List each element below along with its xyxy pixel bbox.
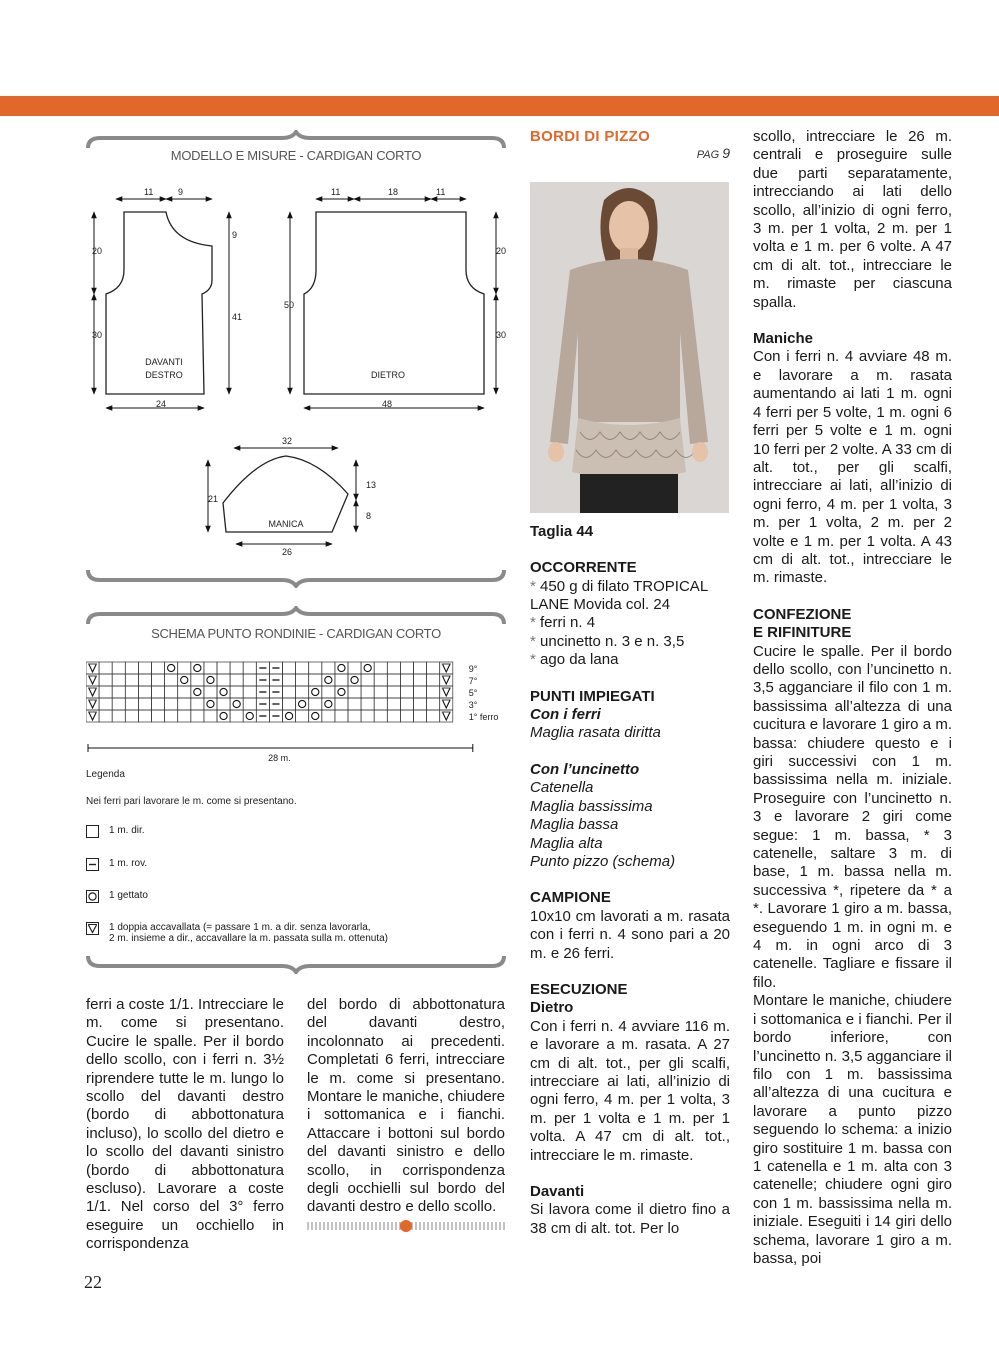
chart-cell (125, 674, 138, 686)
sleeve-bottom-measure: 26 (282, 547, 293, 557)
double-decrease-mark (443, 701, 450, 709)
chart-cell (361, 674, 374, 686)
front-title: Davanti (530, 1183, 585, 1200)
materials-list (530, 578, 730, 670)
page-ref-number: 9 (722, 145, 730, 162)
chart-cell (427, 698, 440, 710)
chart-cell (125, 662, 138, 674)
chart-cell (125, 698, 138, 710)
chart-cell (99, 686, 112, 698)
chart-cell (138, 674, 151, 686)
materials-title: OCCORRENTE (530, 559, 637, 577)
chart-cell (309, 698, 322, 710)
legend-item-purl (86, 858, 147, 871)
chart-cell (99, 662, 112, 674)
material-item: * uncinetto n. 3 e n. 3,5 (530, 632, 685, 650)
legend-text-dd-line1: 1 doppia accavallata (= passare 1 m. a dir. senza lavorarla, (109, 922, 371, 933)
double-decrease-mark (443, 713, 450, 721)
legend-item-yarnover (86, 890, 148, 903)
yarnover-mark (233, 700, 240, 707)
chart-cell (427, 662, 440, 674)
chart-row-label: 5° (468, 688, 478, 698)
chart-cell (112, 698, 125, 710)
chart-cell (217, 662, 230, 674)
chart-cell (217, 674, 230, 686)
model-photo (530, 182, 729, 513)
page-number: 22 (84, 1272, 102, 1292)
article-title: BORDI DI PIZZO (530, 128, 651, 145)
article-column (530, 128, 730, 1238)
chart-cell (152, 662, 165, 674)
sweater-model-illustration (530, 182, 729, 513)
double-decrease-mark (443, 689, 450, 697)
material-item: * ferri n. 4 (530, 614, 596, 632)
chart-cell (374, 698, 387, 710)
chart-cell (296, 662, 309, 674)
chart-cell (348, 674, 361, 686)
v-square-icon (86, 922, 99, 935)
chart-cell (191, 710, 204, 722)
legend-note: Nei ferri pari lavorare le m. come si presentano. (86, 796, 297, 807)
yarnover-mark (207, 676, 214, 683)
schematic-title: MODELLO E MISURE - CARDIGAN CORTO (170, 148, 422, 163)
front-label-1: DAVANTI (145, 357, 183, 367)
double-decrease-mark (89, 689, 96, 697)
chart-cell (387, 662, 400, 674)
chart-cell (387, 686, 400, 698)
chart-cell (322, 686, 335, 698)
yarnover-mark (168, 664, 175, 671)
chart-cell (178, 698, 191, 710)
chart-cell (400, 710, 413, 722)
chart-cell (335, 674, 348, 686)
yarnover-mark (194, 688, 201, 695)
chart-cell (361, 710, 374, 722)
yarnover-mark (338, 664, 345, 671)
chart-cell (309, 710, 322, 722)
chart-cell (99, 698, 112, 710)
chart-cell (178, 686, 191, 698)
yarnover-mark (312, 688, 319, 695)
chart-cell (204, 698, 217, 710)
knit-stitch-item: Maglia rasata diritta (530, 724, 661, 742)
chart-cell (138, 662, 151, 674)
chart-cell (204, 710, 217, 722)
back-title: Dietro (530, 999, 574, 1017)
chart-cell (112, 662, 125, 674)
chart-cell (152, 686, 165, 698)
front-top-left-measure: 11 (144, 187, 154, 197)
chart-cell (178, 662, 191, 674)
legend-text-dd-line2: 2 m. insieme a dir., accavallare la m. passata sulla m. ottenuta) (109, 933, 389, 944)
chart-cell (283, 674, 296, 686)
chart-cell (335, 662, 348, 674)
sleeve-right-upper-measure: 13 (366, 480, 377, 490)
crochet-stitch-item: Maglia alta (530, 834, 603, 852)
yarnover-mark (220, 712, 227, 719)
chart-cell (112, 674, 125, 686)
sleeve-top-measure: 32 (282, 436, 293, 446)
chart-cell (427, 686, 440, 698)
front-text: Si lavora come il dietro fino a 38 cm di alt. tot. Per lo (530, 1201, 730, 1237)
chart-cell (243, 698, 256, 710)
chart-cell (191, 662, 204, 674)
material-item: * ago da lana (530, 651, 619, 669)
top-accent-bar (0, 96, 999, 116)
sleeve-left-measure: 21 (208, 494, 219, 504)
legend-text-yarnover: 1 gettato (109, 890, 148, 901)
finishing-title-1: CONFEZIONE (753, 605, 852, 623)
stitch-chart-grid (86, 661, 506, 771)
back-top-right-measure: 11 (436, 187, 446, 197)
gauge-title: CAMPIONE (530, 889, 611, 907)
chart-cell (335, 686, 348, 698)
chart-cell (335, 710, 348, 722)
chart-cell (204, 686, 217, 698)
article-column-continued (753, 128, 952, 1268)
section-brace-chart-bottom (86, 954, 506, 974)
chart-cell (335, 698, 348, 710)
front-left-upper-measure: 20 (92, 246, 103, 256)
chart-cell (414, 710, 427, 722)
crochet-stitch-item: Maglia bassissima (530, 797, 653, 815)
stitches-title: PUNTI IMPIEGATI (530, 687, 655, 705)
chart-cell (165, 662, 178, 674)
sleeve-label: MANICA (268, 519, 304, 529)
chart-cell (374, 662, 387, 674)
yarnover-mark (246, 712, 253, 719)
yarnover-mark (312, 712, 319, 719)
chart-cell (296, 686, 309, 698)
chart-cell (243, 662, 256, 674)
chart-cell (191, 674, 204, 686)
progress-dots-ornament (306, 1219, 506, 1233)
back-top-left-measure: 11 (331, 187, 341, 197)
section-brace-mid-bottom (86, 568, 506, 588)
chart-cell (296, 710, 309, 722)
chart-cell (322, 698, 335, 710)
sleeve-right-lower-measure: 8 (366, 511, 372, 521)
chart-cell (400, 686, 413, 698)
text-column-a (86, 996, 284, 1254)
chart-cell (427, 674, 440, 686)
col-b-text: del bordo di abbottonatura del davanti destro, incolonnato ai precedenti. Completati 6 ferri, intrecciare le m. come si presentano. Montare le maniche, chiudere i sottomanica e i fianchi. Attaccare i bottoni sul bordo del davanti sinistro e dello scollo, in corrispondenza degli occhielli sul bordo del davanti destro e dello scollo. (307, 996, 505, 1216)
chart-cell (361, 698, 374, 710)
crochet-stitch-item: Catenella (530, 779, 594, 797)
chart-cell (99, 674, 112, 686)
legend-text-double-decrease (109, 922, 388, 944)
yarnover-mark (207, 700, 214, 707)
yarnover-mark (181, 676, 188, 683)
chart-row-label: 1° ferro (468, 712, 499, 722)
chart-cell (283, 710, 296, 722)
material-item: * 450 g di filato TROPICAL LANE Movida col. 24 (530, 577, 708, 614)
chart-cell (374, 686, 387, 698)
chart-row-label: 9° (468, 664, 478, 674)
chart-cell (152, 674, 165, 686)
dash-square-icon (86, 858, 99, 871)
page-ref-label: PAG (696, 149, 720, 162)
front-label-2: DESTRO (145, 370, 183, 380)
chart-cell (165, 674, 178, 686)
yarnover-mark (338, 688, 345, 695)
back-label: DIETRO (370, 370, 406, 380)
legend-item-knit (86, 825, 145, 838)
double-decrease-mark (89, 701, 96, 709)
chart-cell (414, 686, 427, 698)
yarnover-mark (364, 664, 371, 671)
section-brace-chart-top (86, 606, 506, 626)
front-bottom-measure: 24 (156, 399, 167, 409)
yarnover-mark (194, 664, 201, 671)
chart-cell (283, 698, 296, 710)
back-right-lower-measure: 30 (496, 330, 507, 340)
chart-cell (387, 674, 400, 686)
back-right-upper-measure: 20 (496, 246, 507, 256)
chart-cell (309, 674, 322, 686)
progress-dot-marker (400, 1220, 412, 1232)
chart-cell (348, 698, 361, 710)
chart-cell (414, 698, 427, 710)
chart-cell (322, 674, 335, 686)
front-top-right-measure: 9 (178, 187, 184, 197)
col-a-text: ferri a coste 1/1. Intrecciare le m. come si presentano. Cucire le spalle. Per il bordo dello scollo, con i ferri n. 3½ riprendere tutte le m. lungo lo scollo del davanti destro (bordo di abbottonatura incluso), lo scollo del dietro e lo scollo del davanti sinistro (bordo di abbottonatura escluso). Lavorare a coste 1/1. Nel corso del 3° ferro eseguire un occhiello in corrispondenza (86, 996, 284, 1253)
chart-cell (191, 698, 204, 710)
yarnover-mark (351, 676, 358, 683)
chart-cell (217, 698, 230, 710)
chart-cell (283, 662, 296, 674)
chart-cell (191, 686, 204, 698)
chart-cell (165, 686, 178, 698)
finishing-title-2: E RIFINITURE (753, 624, 852, 642)
chart-cell (296, 698, 309, 710)
double-decrease-mark (89, 665, 96, 673)
back-text: Con i ferri n. 4 avviare 116 m. e lavorare a m. rasata. A 27 cm di alt. tot., per gli scalfi, intrecciare ai lati, all’inizio di ogni ferro, 4 m. per 1 volta, 3 m. per 1 volta e 1 m. per 1 volta. A 47 cm di alt. tot., intrecciare le m. rimaste. (530, 1017, 730, 1164)
chart-row-label: 7° (468, 676, 478, 686)
chart-cell (99, 710, 112, 722)
section-brace-top (86, 130, 506, 150)
chart-cell (204, 674, 217, 686)
chart-cell (309, 686, 322, 698)
crochet-stitch-item: Punto pizzo (schema) (530, 852, 676, 870)
double-decrease-mark (89, 713, 96, 721)
double-decrease-mark (443, 665, 450, 673)
chart-cell (348, 662, 361, 674)
chart-cell (348, 686, 361, 698)
chart-cell (414, 662, 427, 674)
chart-cell (387, 710, 400, 722)
chart-cell (138, 698, 151, 710)
chart-cell (309, 662, 322, 674)
chart-cell (138, 686, 151, 698)
chart-cell (243, 674, 256, 686)
chart-cell (243, 686, 256, 698)
legend-text-purl: 1 m. rov. (109, 858, 148, 869)
execution-title: ESECUZIONE (530, 980, 628, 998)
garment-schematic (86, 170, 516, 570)
front-right-measure: 41 (232, 312, 243, 322)
chart-row-label: 3° (468, 700, 478, 710)
crochet-stitch-item: Maglia bassa (530, 816, 619, 834)
legend-item-double-decrease (86, 922, 388, 944)
chart-cell (414, 674, 427, 686)
size-label: Taglia 44 (530, 522, 594, 540)
sleeves-title: Maniche (753, 330, 814, 348)
chart-cell (348, 710, 361, 722)
front-neck-measure: 9 (232, 230, 238, 240)
chart-cell (361, 686, 374, 698)
chart-title: SCHEMA PUNTO RONDINIE - CARDIGAN CORTO (151, 626, 441, 641)
chart-cell (125, 686, 138, 698)
chart-cell (230, 662, 243, 674)
finishing-text-1: Cucire le spalle. Per il bordo dello scollo, con l’uncinetto n. 3,5 agganciare il filo con 1 m. bassissima all’altezza di una cucitura e lavorare 1 giro a m. bassa: chiudere questo e i giri successivi con 1 m. bassissima nella m. iniziale. Proseguire con l’uncinetto n. 3 e lavorare 2 giri come segue: 1 m. bassa, * 3 catenelle, saltare 3 m. di base, 1 m. bassa nella m. successiva *, ripetere da * a *. Lavorare 1 giro a m. bassa, eseguendo 1 m. in ogni m. e 4 m. in ogni arco di 3 catenelle. Tagliare e fissare il filo. (753, 642, 952, 991)
chart-cell (152, 698, 165, 710)
chart-cell (230, 710, 243, 722)
chart-cell (152, 710, 165, 722)
yarnover-mark (325, 676, 332, 683)
chart-cell (361, 662, 374, 674)
sleeves-text: Con i ferri n. 4 avviare 48 m. e lavorare a m. rasata aumentando ai lati 1 m. ogni 4 ferri per 5 volte, 1 m. ogni 6 ferri per 5 volte e 1 m. ogni 10 ferri per 2 volte. A 33 cm di alt. tot., per gli scalfi, intrecciare ai lati, all’inizio di ogni ferro, 4 m. per 1 volta, 3 m. per 1 volta, 2 m. per 2 volte e 1 m. per 1 volta. A 43 cm di alt. tot., intrecciare le m. rimaste. (753, 348, 952, 587)
chart-cell (283, 686, 296, 698)
back-piece-outline (304, 212, 484, 394)
yarnover-mark (299, 700, 306, 707)
double-decrease-mark (89, 677, 96, 685)
chart-cell (322, 710, 335, 722)
legend-text-knit: 1 m. dir. (109, 825, 145, 836)
front-continued-text: scollo, intrecciare le 26 m. centrali e proseguire sulle due parti separatamente, intrecciando ai lati dello scollo, all’inizio di ogni ferro, 3 m. per 1 volta, 2 m. per 1 volta e 1 m. per 6 volte. A 47 cm di alt. tot., intrecciare le m. rimaste per ciascuna spalla. (753, 128, 952, 311)
chart-cell (138, 710, 151, 722)
chart-cell (178, 710, 191, 722)
yarnover-mark (285, 712, 292, 719)
chart-cell (400, 662, 413, 674)
chart-cell (112, 686, 125, 698)
chart-cell (322, 662, 335, 674)
chart-cell (217, 710, 230, 722)
gauge-text: 10x10 cm lavorati a m. rasata con i ferri n. 4 sono pari a 20 m. e 26 ferri. (530, 907, 730, 962)
chart-cell (165, 710, 178, 722)
text-column-b (307, 996, 505, 1217)
chart-cell (400, 674, 413, 686)
knit-title: Con i ferri (530, 706, 601, 724)
double-decrease-mark (443, 677, 450, 685)
yarnover-mark (220, 688, 227, 695)
chart-cell (230, 674, 243, 686)
legend-title: Legenda (86, 769, 125, 780)
chart-width-label: 28 m. (268, 753, 291, 763)
yarnover-mark (325, 700, 332, 707)
chart-cell (125, 710, 138, 722)
chart-cell (204, 662, 217, 674)
chart-cell (387, 698, 400, 710)
chart-cell (374, 710, 387, 722)
chart-cell (178, 674, 191, 686)
chart-cell (427, 710, 440, 722)
chart-cell (165, 698, 178, 710)
back-bottom-measure: 48 (382, 399, 393, 409)
chart-cell (296, 674, 309, 686)
chart-cell (217, 686, 230, 698)
chart-cell (400, 698, 413, 710)
back-left-measure: 50 (284, 300, 295, 310)
page-reference (530, 144, 730, 164)
circle-square-icon (86, 890, 99, 903)
front-left-lower-measure: 30 (92, 330, 103, 340)
back-top-mid-measure: 18 (388, 187, 399, 197)
chart-cell (230, 698, 243, 710)
crochet-title: Con l’uncinetto (530, 760, 640, 778)
finishing-text-2: Montare le maniche, chiudere i sottomanica e i fianchi. Per il bordo inferiore, con l’uncinetto n. 3,5 agganciare il filo con 1 m. bassissima all’altezza di una cucitura e lavorare a punto pizzo seguendo lo schema: a inizio giro sostituire 1 m. bassa con 1 catenella e 1 m. alta con 3 catenelle; chiudere ogni giro con 1 m. bassissima nella m. iniziale. Eseguiti i 14 giri dello schema, lavorare 1 giro a m. bassa, poi (753, 992, 952, 1267)
chart-cell (230, 686, 243, 698)
chart-cell (112, 710, 125, 722)
chart-cell (243, 710, 256, 722)
chart-cell (374, 674, 387, 686)
empty-square-icon (86, 825, 99, 838)
